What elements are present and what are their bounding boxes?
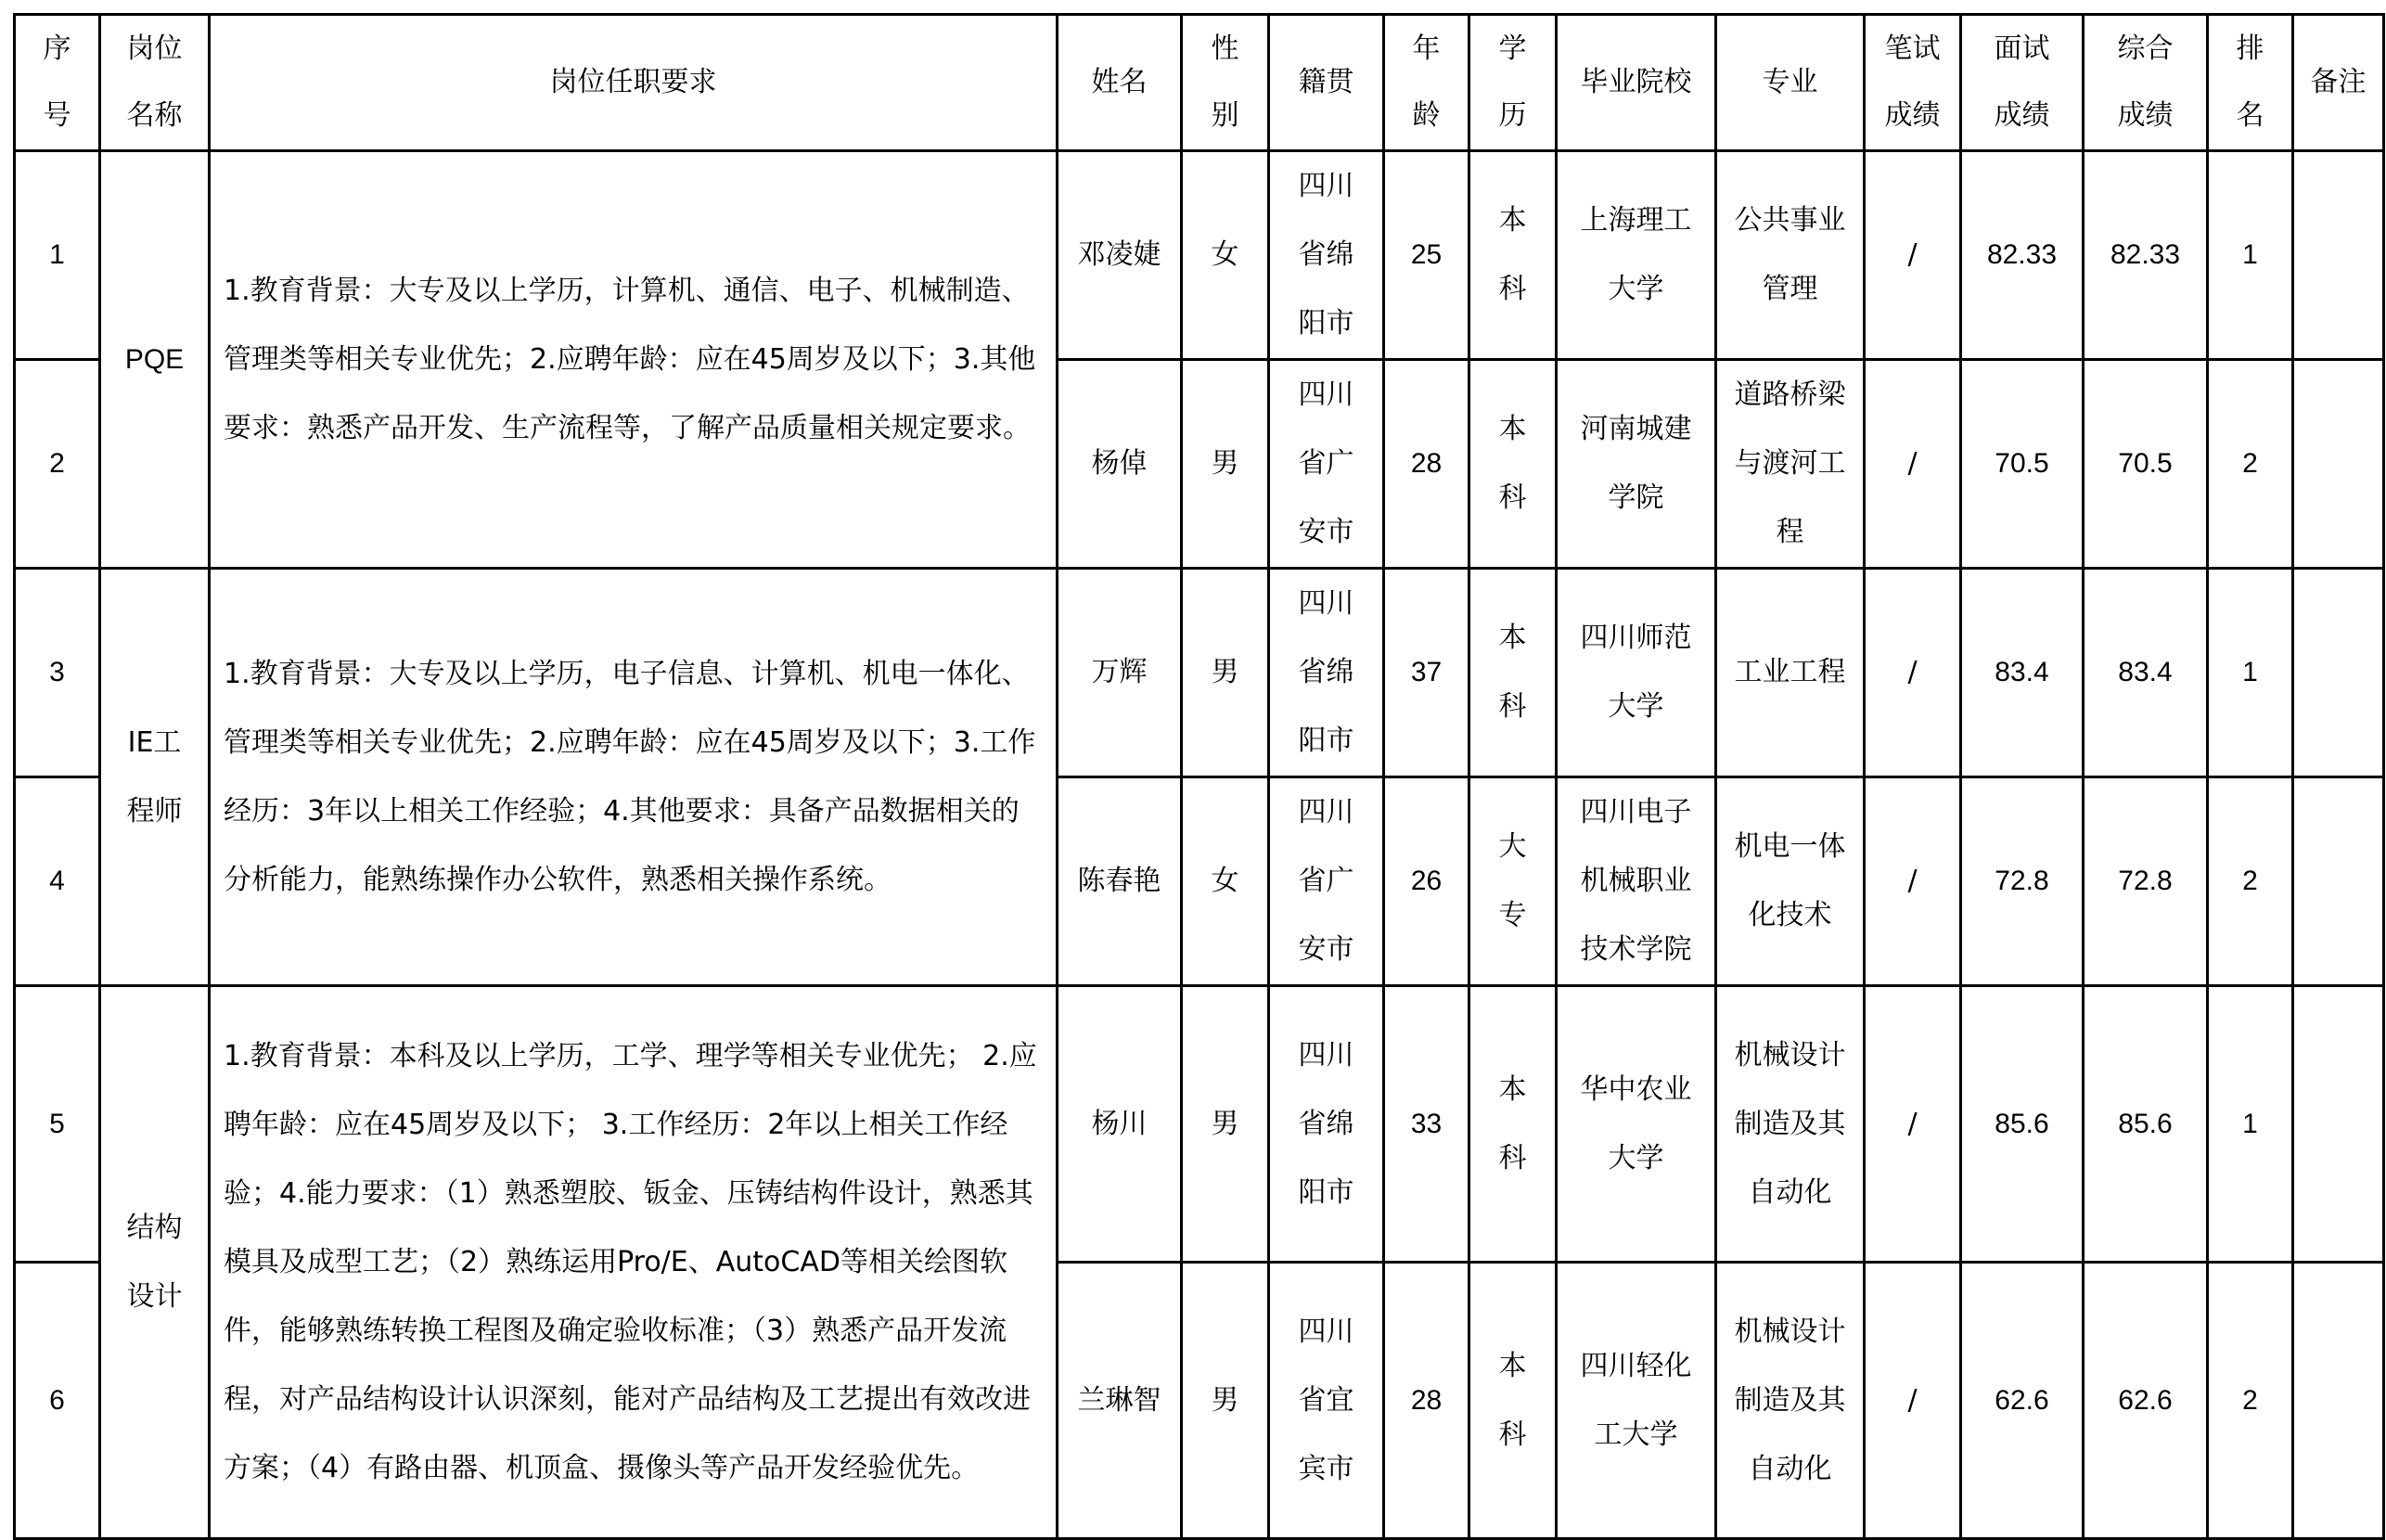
gender-cell: 男	[1182, 360, 1269, 569]
requirements-cell: 1.教育背景：大专及以上学历，计算机、通信、电子、机械制造、管理类等相关专业优先；2.应聘年龄：应在45周岁及以下；3.其他要求：熟悉产品开发、生产流程等，了解产品质量相关规定要求。	[210, 151, 1058, 569]
header-origin: 籍贯	[1269, 15, 1384, 151]
position-cell: IE工程师	[100, 569, 210, 986]
rank-cell: 1	[2208, 986, 2293, 1263]
total-score-cell: 72.8	[2084, 777, 2208, 986]
interview-score-cell: 82.33	[1961, 151, 2084, 360]
origin-cell: 四川省广安市	[1269, 360, 1384, 569]
education-cell: 大专	[1469, 777, 1557, 986]
major-cell: 工业工程	[1716, 569, 1865, 777]
remark-cell	[2293, 151, 2384, 360]
header-interview-score: 面试 成绩	[1961, 15, 2084, 151]
origin-cell: 四川省绵阳市	[1269, 151, 1384, 360]
header-major: 专业	[1716, 15, 1865, 151]
age-cell: 28	[1384, 360, 1469, 569]
interview-score-cell: 72.8	[1961, 777, 2084, 986]
total-score-cell: 85.6	[2084, 986, 2208, 1263]
gender-cell: 男	[1182, 569, 1269, 777]
rank-cell: 2	[2208, 777, 2293, 986]
total-score-cell: 82.33	[2084, 151, 2208, 360]
school-cell: 四川轻化工大学	[1557, 1263, 1716, 1539]
requirements-cell: 1.教育背景：本科及以上学历，工学、理学等相关专业优先； 2.应聘年龄：应在45周岁及以下； 3.工作经历：2年以上相关工作经验；4.能力要求：（1）熟悉塑胶、钣金、压铸结构件设计，熟悉其模具及成型工艺；（2）熟练运用Pro/E、AutoCAD等相关绘图软件，能够熟练转换工程图及确定验收标准；（3）熟悉产品开发流程，对产品结构设计认识深刻，能对产品结构及工艺提出有效改进方案；（4）有路由器、机顶盒、摄像头等产品开发经验优先。	[210, 986, 1058, 1539]
education-cell: 本科	[1469, 1263, 1557, 1539]
gender-cell: 男	[1182, 1263, 1269, 1539]
name-cell: 万辉	[1058, 569, 1182, 777]
rank-cell: 1	[2208, 151, 2293, 360]
candidate-results-table	[13, 13, 2385, 1540]
major-cell: 机械设计制造及其自动化	[1716, 986, 1865, 1263]
written-score-cell: /	[1865, 360, 1961, 569]
major-cell: 机械设计制造及其自动化	[1716, 1263, 1865, 1539]
name-cell: 杨倬	[1058, 360, 1182, 569]
school-cell: 河南城建学院	[1557, 360, 1716, 569]
origin-cell: 四川省绵阳市	[1269, 986, 1384, 1263]
origin-cell: 四川省广安市	[1269, 777, 1384, 986]
header-gender: 性 别	[1182, 15, 1269, 151]
major-cell: 道路桥梁与渡河工程	[1716, 360, 1865, 569]
education-cell: 本科	[1469, 986, 1557, 1263]
table-row	[15, 986, 2384, 1263]
age-cell: 28	[1384, 1263, 1469, 1539]
written-score-cell: /	[1865, 151, 1961, 360]
origin-cell: 四川省宜宾市	[1269, 1263, 1384, 1539]
total-score-cell: 83.4	[2084, 569, 2208, 777]
written-score-cell: /	[1865, 569, 1961, 777]
name-cell: 杨川	[1058, 986, 1182, 1263]
remark-cell	[2293, 777, 2384, 986]
remark-cell	[2293, 986, 2384, 1263]
position-cell: 结构设计	[100, 986, 210, 1539]
header-total-score: 综合 成绩	[2084, 15, 2208, 151]
rank-cell: 1	[2208, 569, 2293, 777]
remark-cell	[2293, 569, 2384, 777]
seq-cell: 5	[15, 986, 100, 1263]
major-cell: 公共事业管理	[1716, 151, 1865, 360]
table-row	[15, 569, 2384, 777]
header-education: 学 历	[1469, 15, 1557, 151]
seq-cell: 6	[15, 1263, 100, 1539]
written-score-cell: /	[1865, 777, 1961, 986]
education-cell: 本科	[1469, 151, 1557, 360]
requirements-cell: 1.教育背景：大专及以上学历，电子信息、计算机、机电一体化、管理类等相关专业优先；2.应聘年龄：应在45周岁及以下；3.工作经历：3年以上相关工作经验；4.其他要求：具备产品数据相关的分析能力，能熟练操作办公软件，熟悉相关操作系统。	[210, 569, 1058, 986]
total-score-cell: 62.6	[2084, 1263, 2208, 1539]
age-cell: 25	[1384, 151, 1469, 360]
header-seq: 序 号	[15, 15, 100, 151]
remark-cell	[2293, 1263, 2384, 1539]
header-written-score: 笔试 成绩	[1865, 15, 1961, 151]
header-age: 年 龄	[1384, 15, 1469, 151]
rank-cell: 2	[2208, 1263, 2293, 1539]
rank-cell: 2	[2208, 360, 2293, 569]
school-cell: 华中农业大学	[1557, 986, 1716, 1263]
education-cell: 本科	[1469, 569, 1557, 777]
interview-score-cell: 85.6	[1961, 986, 2084, 1263]
header-remark: 备注	[2293, 15, 2384, 151]
table-row	[15, 151, 2384, 360]
gender-cell: 男	[1182, 986, 1269, 1263]
remark-cell	[2293, 360, 2384, 569]
gender-cell: 女	[1182, 151, 1269, 360]
school-cell: 四川师范大学	[1557, 569, 1716, 777]
name-cell: 邓凌婕	[1058, 151, 1182, 360]
major-cell: 机电一体化技术	[1716, 777, 1865, 986]
header-school: 毕业院校	[1557, 15, 1716, 151]
header-row	[15, 15, 2384, 151]
header-rank: 排 名	[2208, 15, 2293, 151]
written-score-cell: /	[1865, 1263, 1961, 1539]
seq-cell: 4	[15, 777, 100, 986]
age-cell: 26	[1384, 777, 1469, 986]
age-cell: 37	[1384, 569, 1469, 777]
name-cell: 兰琳智	[1058, 1263, 1182, 1539]
interview-score-cell: 83.4	[1961, 569, 2084, 777]
seq-cell: 1	[15, 151, 100, 360]
written-score-cell: /	[1865, 986, 1961, 1263]
school-cell: 上海理工大学	[1557, 151, 1716, 360]
seq-cell: 3	[15, 569, 100, 777]
name-cell: 陈春艳	[1058, 777, 1182, 986]
interview-score-cell: 70.5	[1961, 360, 2084, 569]
interview-score-cell: 62.6	[1961, 1263, 2084, 1539]
total-score-cell: 70.5	[2084, 360, 2208, 569]
header-position: 岗位 名称	[100, 15, 210, 151]
age-cell: 33	[1384, 986, 1469, 1263]
header-requirements: 岗位任职要求	[210, 15, 1058, 151]
seq-cell: 2	[15, 360, 100, 569]
education-cell: 本科	[1469, 360, 1557, 569]
position-cell: PQE	[100, 151, 210, 569]
school-cell: 四川电子机械职业技术学院	[1557, 777, 1716, 986]
origin-cell: 四川省绵阳市	[1269, 569, 1384, 777]
header-name: 姓名	[1058, 15, 1182, 151]
gender-cell: 女	[1182, 777, 1269, 986]
